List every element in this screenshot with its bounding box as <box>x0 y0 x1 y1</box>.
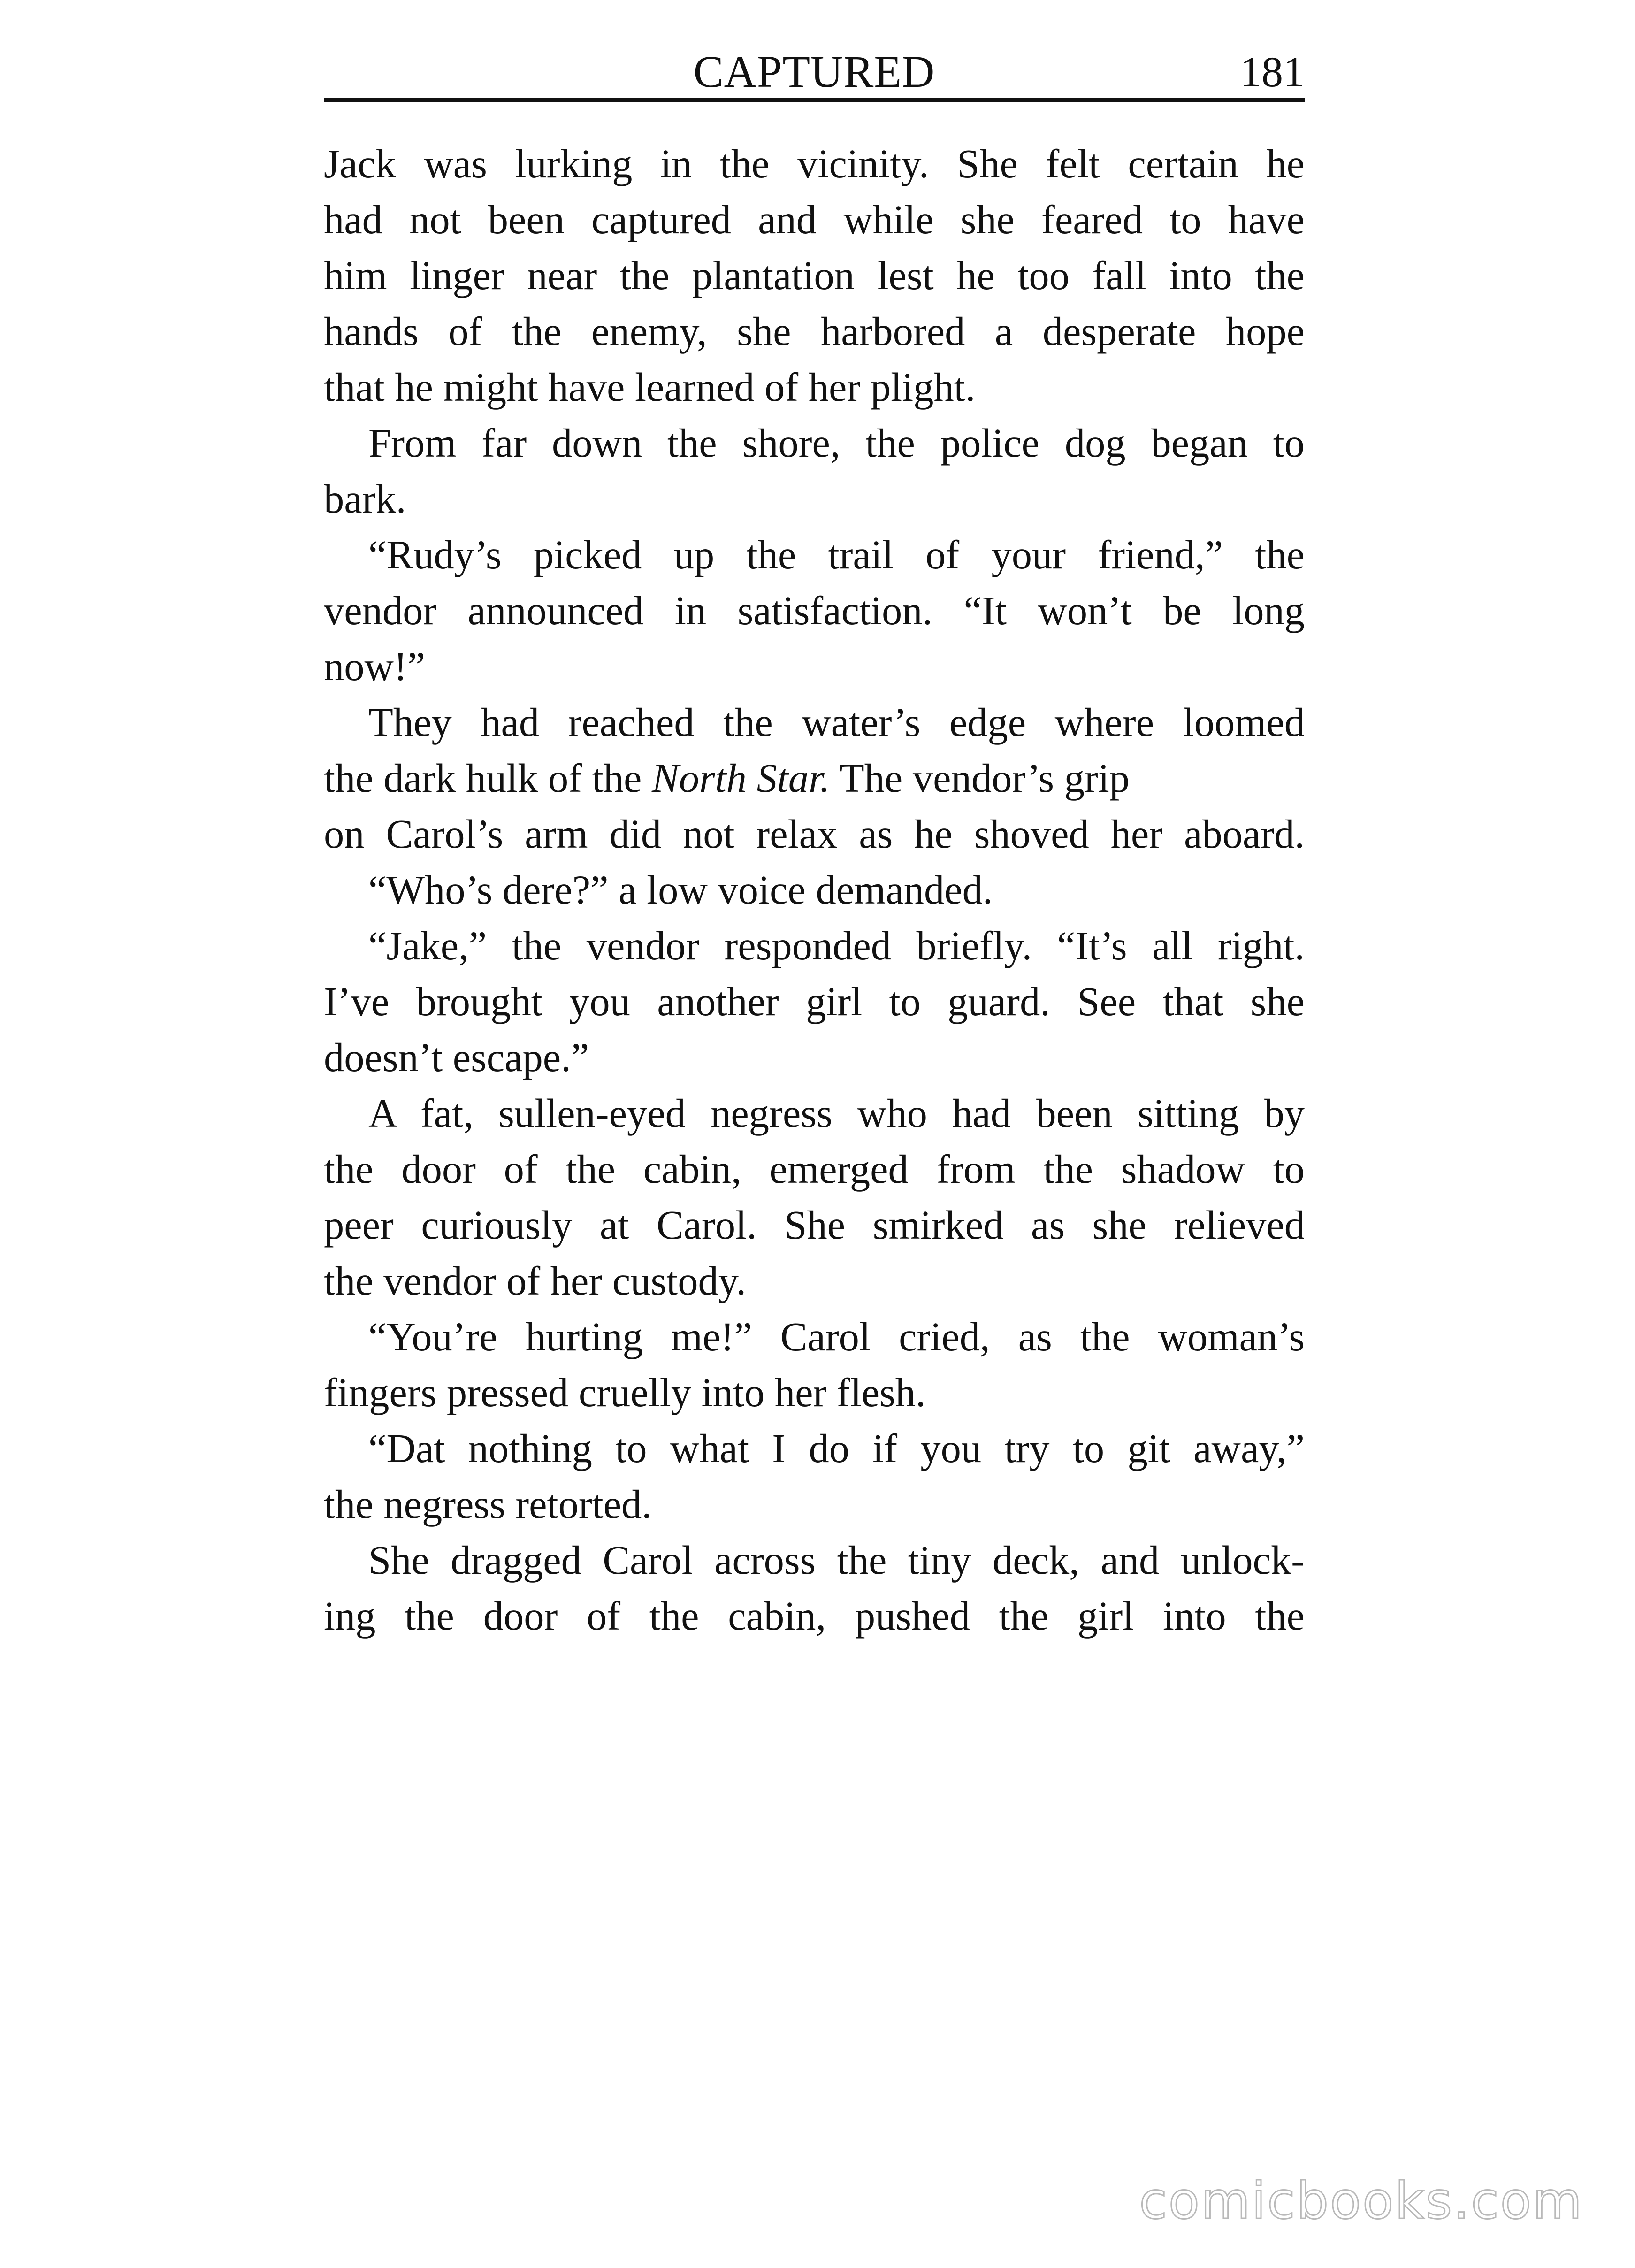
text-line: vendor announced in satisfaction. “It won’t be long <box>324 588 1305 633</box>
running-title: CAPTURED <box>693 46 935 97</box>
text-line: From far down the shore, the police dog began to <box>368 421 1305 466</box>
text-line: peer curiously at Carol. She smirked as she relieved <box>324 1203 1305 1248</box>
text-line: “Dat nothing to what I do if you try to git away,” <box>368 1426 1305 1471</box>
text-line-with-italic <box>324 751 1305 806</box>
text-line: “Jake,” the vendor responded briefly. “It’s all right. <box>368 923 1305 968</box>
text-run: The vendor’s grip <box>830 756 1130 801</box>
text-run: the dark hulk of the <box>324 756 652 801</box>
page-number: 181 <box>1240 48 1305 96</box>
text-line: had not been captured and while she feared to have <box>324 197 1305 242</box>
text-line: She dragged Carol across the tiny deck, and unlock- <box>368 1538 1305 1583</box>
text-line: doesn’t escape.” <box>324 1035 589 1080</box>
text-line: now!” <box>324 644 426 689</box>
text-line: “Rudy’s picked up the trail of your friend,” the <box>368 532 1305 577</box>
text-line: ing the door of the cabin, pushed the girl into the <box>324 1594 1305 1639</box>
text-line: I’ve brought you another girl to guard. See that she <box>324 979 1305 1024</box>
text-line: hands of the enemy, she harbored a desperate hope <box>324 309 1305 354</box>
watermark: comicbooks.com <box>1139 2172 1583 2230</box>
text-line: the vendor of her custody. <box>324 1258 746 1303</box>
text-line: Jack was lurking in the vicinity. She felt certain he <box>324 141 1305 186</box>
text-line: the negress retorted. <box>324 1482 652 1527</box>
text-line: “You’re hurting me!” Carol cried, as the woman’s <box>368 1314 1305 1359</box>
text-line: on Carol’s arm did not relax as he shoved her aboard. <box>324 812 1305 857</box>
text-line: that he might have learned of her plight. <box>324 365 976 410</box>
text-line: They had reached the water’s edge where loomed <box>368 700 1305 745</box>
running-head <box>324 41 1305 102</box>
header-rule <box>324 98 1305 102</box>
body-text <box>324 136 1305 1644</box>
text-line: the door of the cabin, emerged from the shadow to <box>324 1147 1305 1192</box>
text-line: him linger near the plantation lest he too fall into the <box>324 253 1305 298</box>
text-line: “Who’s dere?” a low voice demanded. <box>368 867 993 912</box>
text-line: fingers pressed cruelly into her flesh. <box>324 1370 926 1415</box>
ship-name-italic: North Star. <box>652 756 830 801</box>
text-line: A fat, sullen-eyed negress who had been sitting by <box>368 1091 1305 1136</box>
text-line: bark. <box>324 476 406 521</box>
